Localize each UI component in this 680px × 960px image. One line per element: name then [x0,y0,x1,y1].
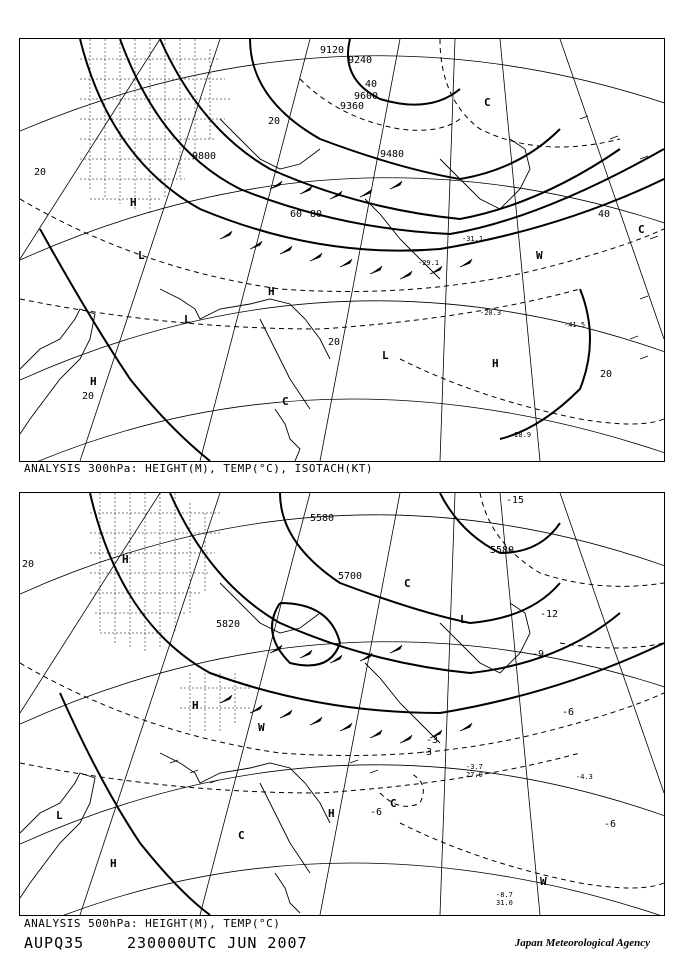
temperature-value-group [418,235,585,439]
pressure-center: C [638,223,645,236]
temperature-value: 31.0 [496,899,513,907]
contour-label: 9480 [380,149,405,160]
panel-caption-500hpa: ANALYSIS 500hPa: HEIGHT(M), TEMP(°C) [24,917,281,930]
temperature-label: -12 [540,609,559,620]
map-panel-300hpa [19,38,665,462]
temperature-label: -6 [370,807,383,818]
isotach-label: 40 [365,79,378,90]
contour-label: 9120 [320,45,345,56]
temperature-value: -8.7 [496,891,513,899]
temperature-value: -4.3 [576,773,593,781]
map-300hpa-canvas [20,39,664,461]
pressure-center: W [258,721,265,734]
isotachs [20,39,664,424]
pressure-center: C [404,577,411,590]
temperature-label: -3 [420,747,433,758]
isotach-label: 20 [268,116,281,127]
temperature-value: -29.1 [418,259,440,267]
temperature-value: -20.3 [480,309,502,317]
map-500hpa-canvas [20,493,664,915]
valid-time: 230000UTC JUN 2007 [127,934,308,952]
pressure-center: L [460,613,467,626]
contour-label: 5820 [216,619,241,630]
pressure-center-group [56,553,547,888]
temperature-label: -15 [506,495,525,506]
temperature-label: -9 [532,649,545,660]
contour-label: 9360 [340,101,365,112]
pressure-center: H [122,553,129,566]
isotach-label: 60 [290,209,303,220]
pressure-center: L [138,249,145,262]
pressure-center: H [192,699,199,712]
isotach-label: 20 [600,369,613,380]
contour-label: 9800 [192,151,217,162]
contour-label: 9240 [348,55,373,66]
pressure-center: H [90,375,97,388]
isotach-label: 20 [328,337,341,348]
temperature-value: -31.1 [462,235,484,243]
temperature-label: -6 [604,819,617,830]
temperature-value: -28.9 [510,431,532,439]
pressure-center: L [382,349,389,362]
coastlines [20,583,530,913]
isotach-label: 40 [598,209,611,220]
contour-label-group [192,45,404,162]
isotach-label: 20 [82,391,95,402]
contour-label-group [216,513,514,630]
pressure-center: L [184,313,191,326]
temperature-value: 27.0 [466,771,483,779]
pressure-center: C [484,96,491,109]
contour-label: 9600 [354,91,379,102]
pressure-center: C [390,797,397,810]
contour-label: 5580 [310,513,335,524]
pressure-center: W [536,249,543,262]
product-code: AUPQ35 [24,934,85,952]
pressure-center: W [540,875,547,888]
wind-barbs [170,645,472,783]
isotach-label: 20 [34,167,47,178]
temperature-value: -41.5 [564,321,586,329]
pressure-center: H [492,357,499,370]
map-panel-500hpa [19,492,665,916]
pressure-center: C [238,829,245,842]
temperature-value: -3.7 [466,763,483,771]
agency-credit: Japan Meteorological Agency [514,937,650,949]
panel-caption-300hpa: ANALYSIS 300hPa: HEIGHT(M), TEMP(°C), ISOTACH(KT) [24,462,374,475]
temperature-value-group [466,763,593,907]
pressure-center: H [130,196,137,209]
temperature-label: -6 [562,707,575,718]
contour-label: 5700 [338,571,363,582]
pressure-center: H [328,807,335,820]
isotach-label: 80 [310,209,323,220]
isotach-label-group [34,79,612,402]
pressure-center: L [56,809,63,822]
pressure-center: H [110,857,117,870]
pressure-center: C [282,395,289,408]
pressure-center-group [90,96,645,408]
hatched-region [80,39,230,214]
temperature-label: 20 [22,559,35,570]
contour-label: 5580 [490,545,515,556]
temperature-label: -3 [426,735,439,746]
pressure-center: H [268,285,275,298]
height-contours [60,493,664,915]
isotherms [20,493,664,888]
